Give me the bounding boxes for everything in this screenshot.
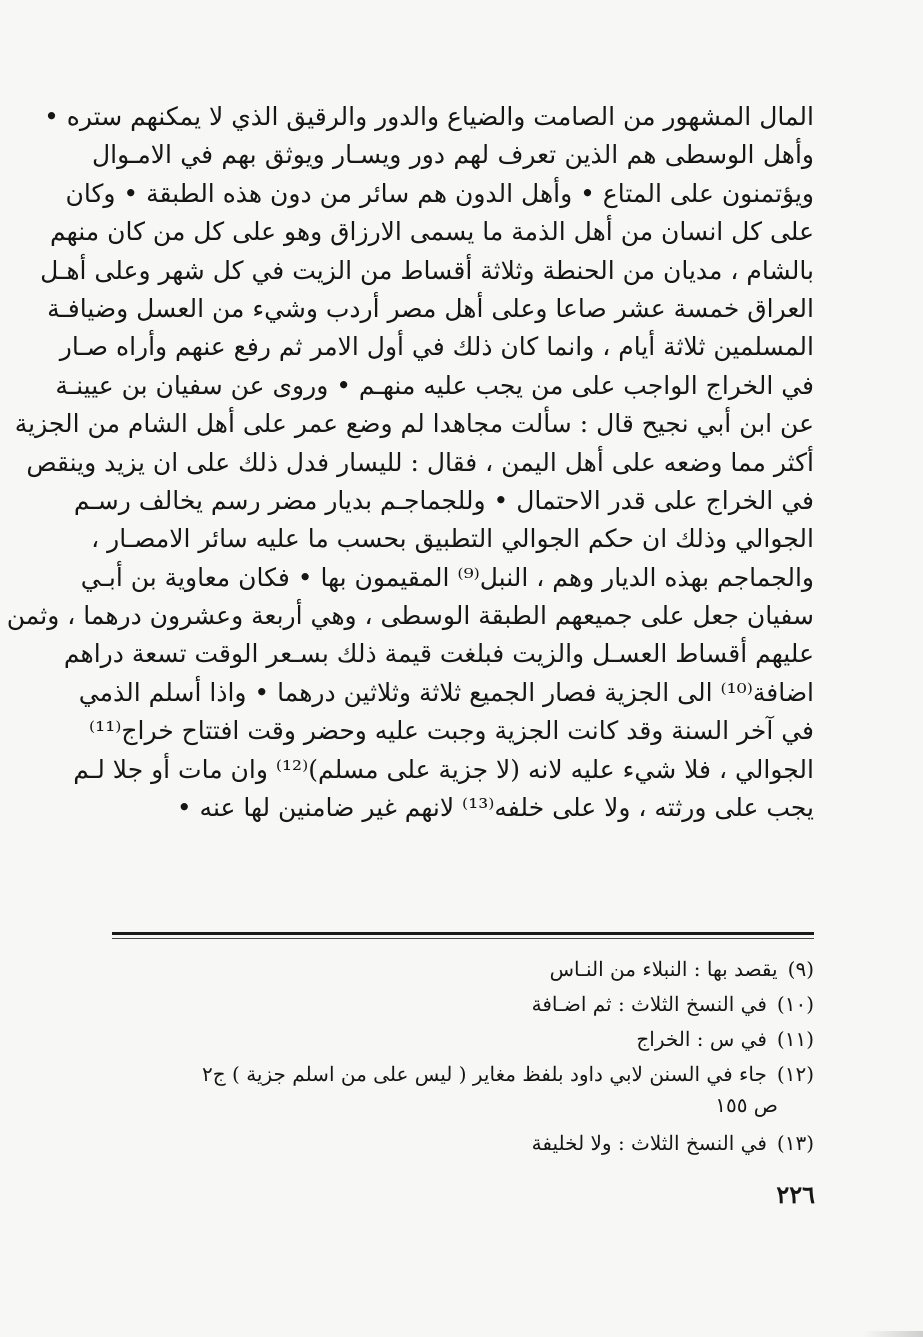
footnote-number: (١٢) (776, 1062, 814, 1086)
footnote-separator-thin (112, 938, 814, 939)
footnote-text: في النسخ الثلاث : ثم اضـافة (531, 992, 767, 1016)
footnote-continuation: ص ١٥٥ (715, 1093, 778, 1117)
text-line: يجب على ورثته ، ولا على خلفه⁽¹³⁾ لانهم غير ضامنين لها عنه • (176, 793, 814, 823)
text-line: ويؤتمنون على المتاع • وأهل الدون هم سائر من دون هذه الطبقة • وكان (65, 178, 814, 208)
text-line: والجماجم بهذه الديار وهم ، النبل⁽⁹⁾ المقيمون بها • فكان معاوية بن أبـي (80, 562, 814, 592)
footnote-separator (112, 932, 814, 935)
text-line: العراق خمسة عشر صاعا وعلى أهل مصر أردب وشيء من العسل وضيافـة (47, 293, 814, 323)
text-line: المسلمين ثلاثة أيام ، وانما كان ذلك في أول الامر ثم رفع عنهم وأراه صـار (59, 332, 814, 362)
scan-edge-mark (863, 1331, 923, 1337)
footnote-item (100, 952, 814, 987)
text-line: أكثر مما وضعه على أهل اليمن ، فقال : لليسار فدل ذلك على ان يزيد وينقص (26, 447, 814, 477)
text-line: بالشام ، مديان من الحنطة وثلاثة أقساط من الزيت في كل شهر وعلى أهـل (40, 255, 814, 285)
page-number: ٢٢٦ (776, 1180, 815, 1209)
footnote-number: (١٠) (776, 992, 814, 1016)
footnote-item (100, 1022, 814, 1057)
main-body-text (6, 98, 814, 827)
footnotes-section (100, 952, 814, 1161)
footnote-text: جاء في السنن لابي داود بلفظ مغاير ( ليس على من اسلم جزية ) ج٢ (202, 1062, 767, 1086)
text-line: وأهل الوسطى هم الذين تعرف لهم دور ويسـار ويوثق بهم في الامـوال (92, 140, 814, 170)
text-line: عليهم أقساط العسـل والزيت فبلغت قيمة ذلك بسـعر الوقت تسعة دراهم (63, 639, 814, 669)
footnote-text: في س : الخراج (636, 1027, 767, 1051)
text-line: اضافة⁽¹⁰⁾ الى الجزية فصار الجميع ثلاثة وثلاثين درهما • واذا أسلم الذمي (78, 677, 814, 707)
text-line: الجوالي وذلك ان حكم الجوالي التطبيق بحسب ما عليه سائر الامصـار ، (91, 524, 814, 554)
text-line: على كل انسان من أهل الذمة ما يسمى الارزاق وهو على كل من كان منهم (50, 217, 814, 247)
footnote-item (100, 1126, 814, 1161)
footnote-text: في النسخ الثلاث : ولا لخليفة (531, 1131, 767, 1155)
text-line: سفيان جعل على جميعهم الطبقة الوسطى ، وهي أربعة وعشرون درهما ، وثمن (6, 601, 814, 631)
footnote-item (100, 987, 814, 1022)
text-line: عن ابن أبي نجيح قال : سألت مجاهدا لم وضع عمر على أهل الشام من الجزية (14, 409, 814, 439)
text-line: في الخراج الواجب على من يجب عليه منهـم • وروى عن سفيان بن عيينـة (55, 370, 814, 400)
footnote-number: (١٣) (776, 1131, 814, 1155)
text-line: في آخر السنة وقد كانت الجزية وجبت عليه وحضر وقت افتتاح خراج⁽¹¹⁾ (89, 716, 814, 746)
text-line: في الخراج على قدر الاحتمال • وللجماجـم بديار مضر رسم يخالف رسـم (73, 485, 814, 515)
text-line: الجوالي ، فلا شيء عليه لانه (لا جزية على مسلم)⁽¹²⁾ وان مات أو جلا لـم (73, 754, 814, 784)
footnote-number: (١١) (776, 1027, 814, 1051)
text-line: المال المشهور من الصامت والضياع والدور والرقيق الذي لا يمكنهم ستره • (44, 102, 814, 131)
footnote-number: (٩) (787, 957, 814, 981)
footnote-item (100, 1057, 814, 1092)
footnote-text: يقصد بها : النبلاء من النـاس (549, 957, 778, 981)
